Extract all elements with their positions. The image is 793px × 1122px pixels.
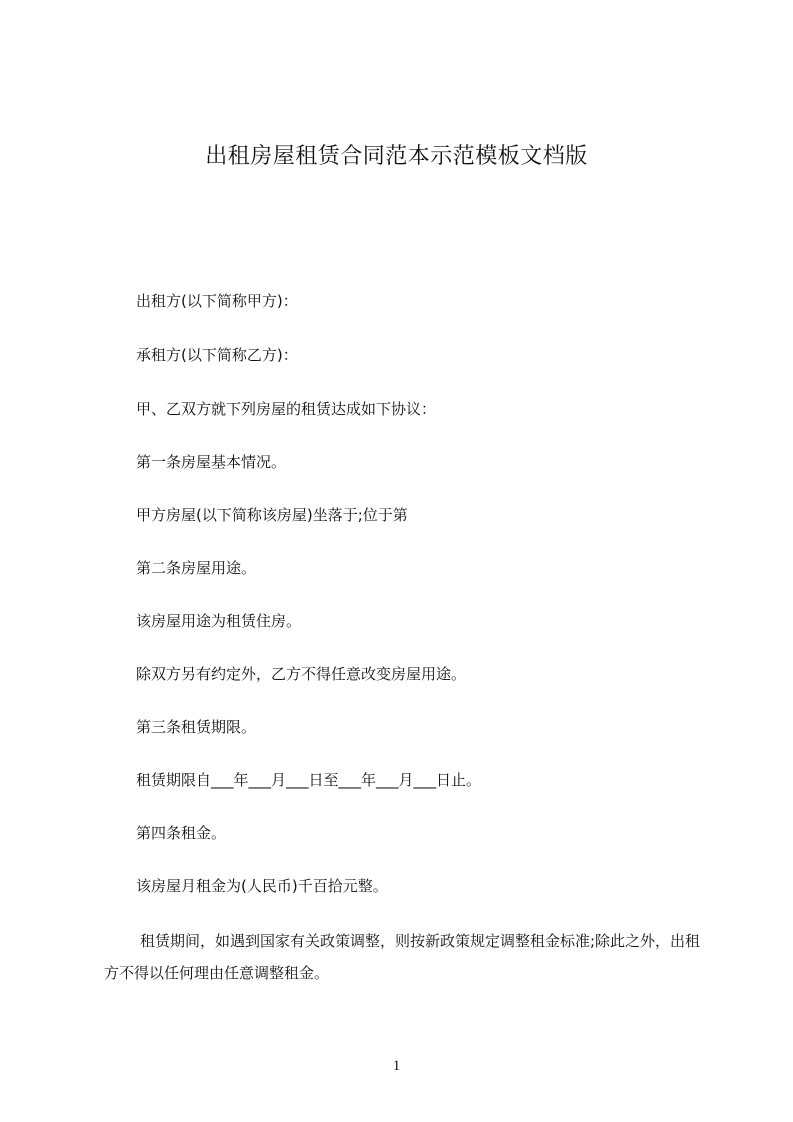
document-title: 出租房屋租赁合同范本示范模板文档版	[205, 144, 588, 169]
paragraph-property-use: 该房屋用途为租赁住房。	[136, 612, 302, 630]
article-1-heading: 第一条房屋基本情况。	[136, 453, 287, 471]
paragraph-use-restriction: 除双方另有约定外，乙方不得任意改变房屋用途。	[136, 665, 467, 683]
article-4-heading: 第四条租金。	[136, 824, 227, 842]
paragraph-monthly-rent: 该房屋月租金为(人民币)千百拾元整。	[136, 877, 388, 895]
page-number: 1	[392, 1058, 401, 1074]
paragraph-property-location: 甲方房屋(以下简称该房屋)坐落于;位于第	[136, 506, 408, 524]
paragraph-lessor: 出租方(以下简称甲方)：	[136, 292, 298, 310]
article-3-heading: 第三条租赁期限。	[136, 718, 257, 736]
paragraph-rent-adjustment: 租赁期间，如遇到国家有关政策调整，则按新政策规定调整租金标准;除此之外，出租方不得以任何理由任意调整租金。	[104, 932, 701, 982]
article-2-heading: 第二条房屋用途。	[136, 559, 257, 577]
paragraph-agreement-intro: 甲、乙双方就下列房屋的租赁达成如下协议：	[136, 400, 437, 418]
paragraph-lessee: 承租方(以下简称乙方)：	[136, 346, 298, 364]
paragraph-lease-term: 租赁期限自___年___月___日至___年___月___日止。	[136, 771, 482, 789]
